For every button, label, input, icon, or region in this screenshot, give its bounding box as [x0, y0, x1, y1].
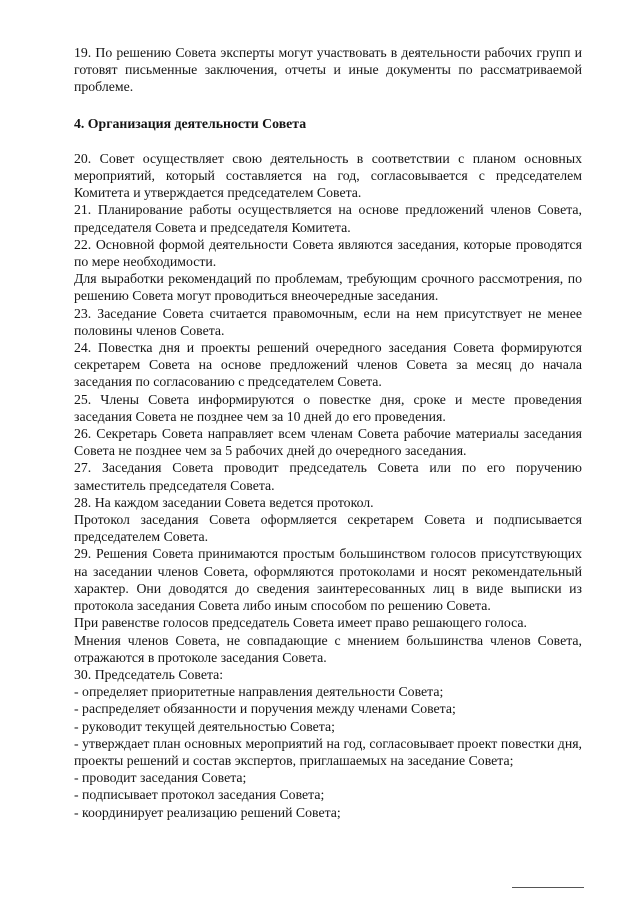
paragraph-29: 29. Решения Совета принимаются простым большинством голосов присутствующих на заседании членов Совета, оформляются протоколами и носят рекомендательный характер. Они доводятся до сведения заинтересованных лиц в виде выписки из протокола заседания Совета либо иным способом по решению Совета. [74, 546, 582, 614]
paragraph-28-extra: Протокол заседания Совета оформляется секретарем Совета и подписывается председателем Совета. [74, 512, 582, 545]
footer-rule [512, 887, 584, 888]
list-item: - определяет приоритетные направления деятельности Совета; [74, 684, 444, 700]
paragraph-26: 26. Секретарь Совета направляет всем членам Совета рабочие материалы заседания Совета не позднее чем за 5 рабочих дней до очередного заседания. [74, 426, 582, 459]
list-item: - координирует реализацию решений Совета; [74, 804, 341, 820]
section-heading: 4. Организация деятельности Совета [74, 115, 307, 131]
paragraph-29-tie: При равенстве голосов председатель Совета имеет право решающего голоса. [74, 615, 527, 631]
list-item: - руководит текущей деятельностью Совета; [74, 718, 335, 734]
paragraph-30: 30. Председатель Совета: [74, 666, 224, 682]
list-item: - утверждает план основных мероприятий на год, согласовывает проект повестки дня, проекты решений и состав экспертов, приглашаемых на заседание Совета; [74, 735, 582, 768]
paragraph-28: 28. На каждом заседании Совета ведется протокол. [74, 494, 374, 510]
paragraph-25: 25. Члены Совета информируются о повестке дня, сроке и месте проведения заседания Совета не позднее чем за 10 дней до его проведения. [74, 391, 582, 424]
paragraph-19: 19. По решению Совета эксперты могут участвовать в деятельности рабочих групп и готовят письменные заключения, отчеты и иные документы по рассматриваемой проблеме. [74, 45, 582, 95]
paragraph-23: 23. Заседание Совета считается правомочным, если на нем присутствует не менее половины членов Совета. [74, 305, 582, 338]
list-item: - распределяет обязанности и поручения между членами Совета; [74, 701, 456, 717]
document-body [74, 44, 582, 821]
paragraph-20: 20. Совет осуществляет свою деятельность в соответствии с планом основных мероприятий, который составляется на год, согласовывается с председателем Комитета и утверждается председателем Совета. [74, 150, 582, 201]
list-item: - подписывает протокол заседания Совета; [74, 787, 325, 803]
paragraph-24: 24. Повестка дня и проекты решений очередного заседания Совета формируются секретарем Совета на основе предложений членов Совета за месяц до начала заседания по согласованию с председателем Совета. [74, 340, 582, 390]
paragraph-22: 22. Основной формой деятельности Совета являются заседания, которые проводятся по мере необходимости. [74, 236, 582, 270]
list-item: - проводит заседания Совета; [74, 770, 247, 786]
paragraph-22-extra: Для выработки рекомендаций по проблемам, требующим срочного рассмотрения, по решению Совета могут проводиться внеочередные заседания. [74, 271, 582, 304]
paragraph-21: 21. Планирование работы осуществляется на основе предложений членов Совета, председателя Совета и председателя Комитета. [74, 202, 582, 235]
paragraph-27: 27. Заседания Совета проводит председатель Совета или по его поручению заместитель председателя Совета. [74, 460, 582, 493]
paragraph-29-opinions: Мнения членов Совета, не совпадающие с мнением большинства членов Совета, отражаются в протоколе заседания Совета. [74, 632, 582, 665]
